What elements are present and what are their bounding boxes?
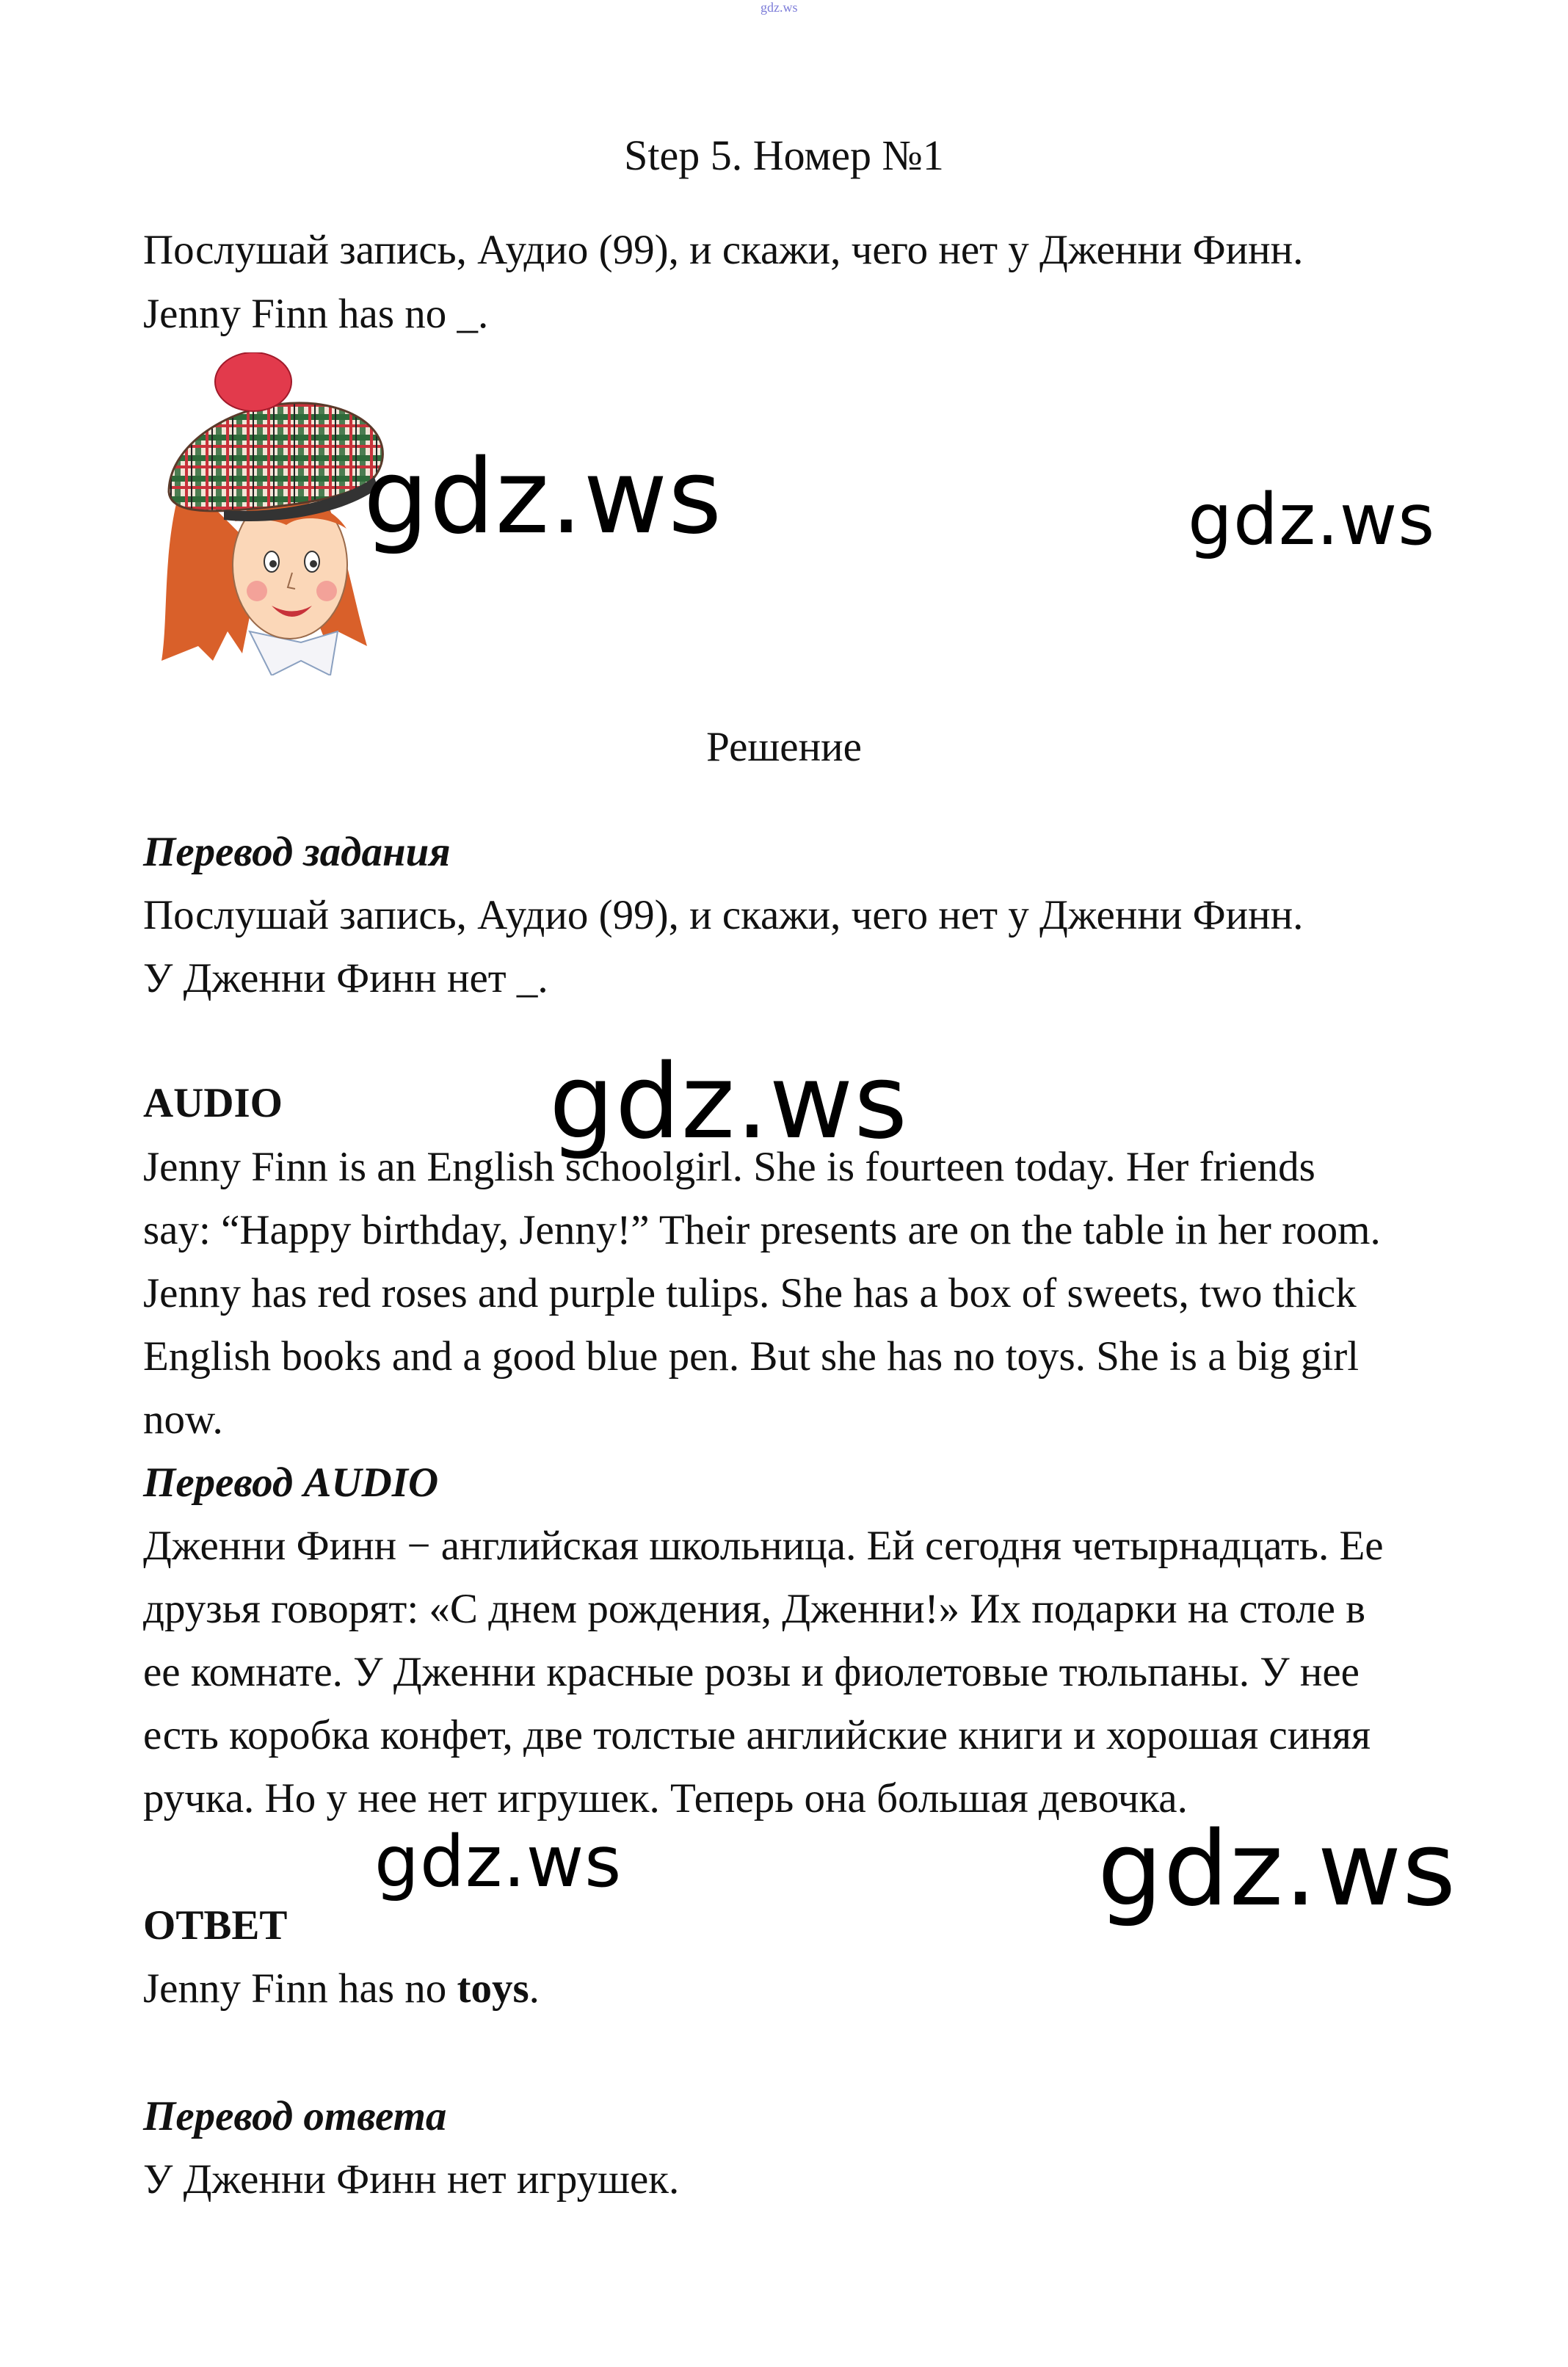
watermark: gdz.ws bbox=[1188, 479, 1436, 561]
audio-line: say: “Happy birthday, Jenny!” Their presents are on the table in her room. bbox=[143, 1207, 1381, 1253]
audio-translation-line: друзья говорят: «С днем рождения, Дженни!» Их подарки на столе в bbox=[143, 1586, 1366, 1632]
audio-translation-line: ее комнате. У Дженни красные розы и фиолетовые тюльпаны. У нее bbox=[143, 1649, 1360, 1695]
top-site-mark: gdz.ws bbox=[761, 0, 798, 15]
audio-translation-heading: Перевод AUDIO bbox=[143, 1460, 439, 1506]
answer-line bbox=[143, 1965, 540, 2012]
answer-suffix: . bbox=[529, 1965, 540, 2012]
watermark: gdz.ws bbox=[363, 438, 723, 557]
answer-translation-line: У Дженни Финн нет игрушек. bbox=[143, 2156, 680, 2203]
translation-task-line-1: Послушай запись, Аудио (99), и скажи, чего нет у Дженни Финн. bbox=[143, 892, 1304, 938]
audio-line: English books and a good blue pen. But she has no toys. She is a big girl bbox=[143, 1333, 1360, 1380]
audio-translation-line: есть коробка конфет, две толстые английские книги и хорошая синяя bbox=[143, 1712, 1371, 1758]
answer-heading: ОТВЕТ bbox=[143, 1902, 288, 1949]
answer-prefix: Jenny Finn has no bbox=[143, 1965, 457, 2012]
page-title: Step 5. Номер №1 bbox=[624, 131, 944, 179]
watermark: gdz.ws bbox=[1097, 1810, 1457, 1929]
audio-line: Jenny Finn is an English schoolgirl. She is fourteen today. Her friends bbox=[143, 1144, 1315, 1190]
task-line-1: Послушай запись, Аудио (99), и скажи, чего нет у Дженни Финн. bbox=[143, 227, 1304, 273]
audio-line: Jenny has red roses and purple tulips. She has a box of sweets, two thick bbox=[143, 1270, 1357, 1316]
audio-line: now. bbox=[143, 1396, 223, 1443]
audio-translation-line: ручка. Но у нее нет игрушек. Теперь она большая девочка. bbox=[143, 1775, 1188, 1822]
audio-heading: AUDIO bbox=[143, 1080, 283, 1126]
watermark: gdz.ws bbox=[549, 1043, 909, 1162]
task-line-2: Jenny Finn has no _. bbox=[143, 291, 489, 337]
solution-heading: Решение bbox=[706, 724, 862, 770]
watermark: gdz.ws bbox=[374, 1821, 623, 1903]
translation-task-line-2: У Дженни Финн нет _. bbox=[143, 955, 548, 1001]
answer-translation-heading: Перевод ответа bbox=[143, 2093, 447, 2139]
translation-task-heading: Перевод задания bbox=[143, 829, 451, 875]
audio-translation-line: Дженни Финн − английская школьница. Ей сегодня четырнадцать. Ее bbox=[143, 1523, 1384, 1569]
answer-bold-word: toys bbox=[457, 1965, 529, 2012]
